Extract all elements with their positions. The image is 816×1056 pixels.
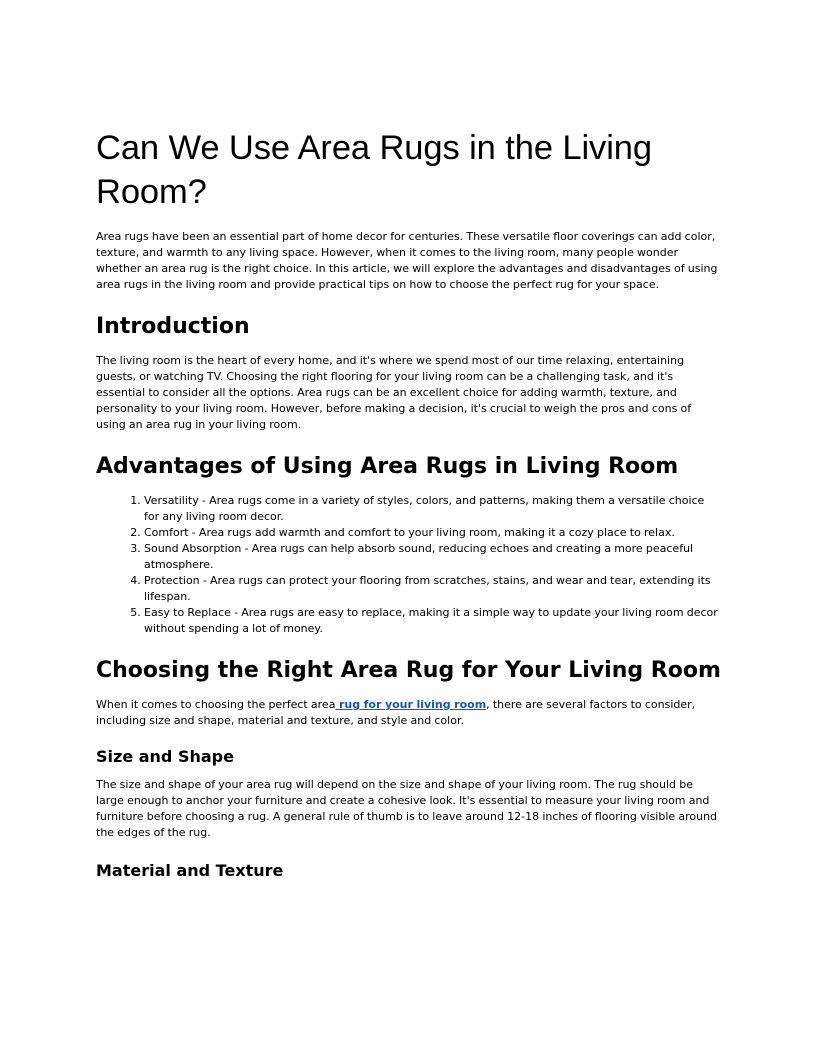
list-item: 4. Protection - Area rugs can protect your flooring from scratches, stains, and wear and tear, extending its lifespan. <box>144 573 722 605</box>
introduction-heading: Introduction <box>96 314 250 339</box>
list-item: 2. Comfort - Area rugs add warmth and comfort to your living room, making it a cozy place to relax. <box>144 525 722 541</box>
rug-for-living-room-link[interactable]: rug for your living room <box>335 698 487 711</box>
introduction-paragraph: The living room is the heart of every home, and it's where we spend most of our time relaxing, entertaining guests, or watching TV. Choosing the right flooring for your living room can be a challenging task, and it's essential to consider all the options. Area rugs can be an excellent choice for adding warmth, texture, and personality to your living room. However, before making a decision, it's crucial to weigh the pros and cons of using an area rug in your living room. <box>96 354 692 431</box>
choosing-text-before: When it comes to choosing the perfect area <box>96 698 336 711</box>
list-item: 5. Easy to Replace - Area rugs are easy to replace, making it a simple way to update your living room decor without spending a lot of money. <box>144 605 722 637</box>
document-page <box>96 126 722 882</box>
size-shape-paragraph: The size and shape of your area rug will depend on the size and shape of your living room. The rug should be large enough to anchor your furniture and create a cohesive look. It's essential to measure your living room and furniture before choosing a rug. A general rule of thumb is to leave around 12-18 inches of flooring visible around the edges of the rug. <box>96 778 718 839</box>
intro-paragraph: Area rugs have been an essential part of home decor for centuries. These versatile floor coverings can add color, texture, and warmth to any living space. However, when it comes to the living room, many people wonder whether an area rug is the right choice. In this article, we will explore the advantages and disadvantages of using area rugs in the living room and provide practical tips on how to choose the perfect rug for your space. <box>96 230 718 291</box>
choosing-paragraph <box>96 697 722 729</box>
size-shape-heading: Size and Shape <box>96 747 234 766</box>
choosing-heading: Choosing the Right Area Rug for Your Living Room <box>96 658 721 683</box>
choosing-text-after: , there are several factors to consider, including size and shape, material and texture, and style and color. <box>96 698 696 727</box>
material-texture-heading: Material and Texture <box>96 861 284 880</box>
page-title: Can We Use Area Rugs in the Living Room? <box>96 129 652 211</box>
advantages-list <box>96 493 722 637</box>
list-item: 3. Sound Absorption - Area rugs can help absorb sound, reducing echoes and creating a more peaceful atmosphere. <box>144 541 722 573</box>
list-item: 1. Versatility - Area rugs come in a variety of styles, colors, and patterns, making them a versatile choice for any living room decor. <box>144 493 722 525</box>
advantages-heading: Advantages of Using Area Rugs in Living Room <box>96 454 679 479</box>
